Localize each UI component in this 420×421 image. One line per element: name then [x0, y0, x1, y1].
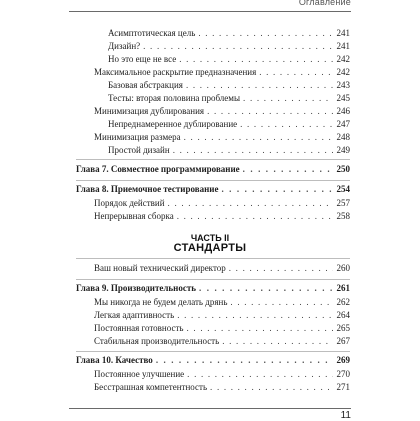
toc-entry [94, 381, 350, 394]
toc-chapter-entry [76, 183, 350, 196]
toc-leader [168, 197, 333, 210]
toc-page-number: 261 [336, 283, 350, 293]
toc-leader [243, 163, 333, 176]
section-divider [76, 180, 350, 181]
toc-entry [108, 27, 350, 40]
toc-entry-title: Непрерывная сборка [94, 211, 174, 221]
toc-leader [198, 27, 333, 40]
toc-leader [259, 66, 333, 79]
toc-leader [187, 322, 333, 335]
toc-leader [229, 262, 333, 275]
section-divider [76, 159, 350, 160]
toc-chapter-title: Глава 8. Приемочное тестирование [76, 184, 219, 194]
toc-leader [243, 92, 333, 105]
toc-page-number: 269 [336, 355, 350, 365]
toc-page-number: 270 [336, 369, 350, 379]
toc-entry [108, 53, 350, 66]
toc-page-number: 243 [336, 80, 350, 90]
toc-page-number: 247 [336, 119, 350, 129]
toc-leader [207, 105, 333, 118]
toc-page-number: 242 [336, 67, 350, 77]
toc-chapter-entry [76, 282, 350, 295]
toc-leader [177, 309, 333, 322]
toc-entry-title: Ваш новый технический директор [94, 263, 226, 273]
toc-page-number: 267 [336, 336, 350, 346]
toc-leader [173, 144, 333, 157]
toc-entry [94, 131, 350, 144]
toc-entry-title: Мы никогда не будем делать дрянь [94, 297, 228, 307]
toc-entry-title: Непреднамеренное дублирование [108, 119, 238, 129]
toc-page-number: 262 [336, 297, 350, 307]
toc-entry-title: Легкая адаптивность [94, 310, 175, 320]
toc-leader [186, 79, 333, 92]
toc-page-number: 241 [336, 41, 350, 51]
toc-page-number: 271 [336, 382, 350, 392]
toc-chapter-title: Глава 10. Качество [76, 355, 153, 365]
toc-page-number: 254 [336, 184, 350, 194]
toc-leader [179, 53, 333, 66]
toc-chapter-title: Глава 9. Производительность [76, 283, 197, 293]
toc-page-number: 242 [336, 54, 350, 64]
toc-entry [94, 197, 350, 210]
toc-leader [230, 296, 333, 309]
toc-entry [108, 40, 350, 53]
toc-page-number: 245 [336, 93, 350, 103]
toc-leader [184, 131, 333, 144]
toc-entry-title: Порядок действий [94, 198, 165, 208]
toc-entry-title: Базовая абстракция [108, 80, 183, 90]
toc-entry-title: Максимальное раскрытие предназначения [94, 67, 257, 77]
toc-entry-title: Постоянное улучшение [94, 369, 185, 379]
page-footer [69, 408, 351, 421]
toc-leader [221, 183, 333, 196]
toc-page-number: 249 [336, 145, 350, 155]
toc-leader [199, 282, 333, 295]
toc-entry [94, 296, 350, 309]
toc-entry [94, 309, 350, 322]
toc-chapter-title: Глава 7. Совместное программирование [76, 164, 240, 174]
toc-entry-title: Бесстрашная компетентность [94, 382, 208, 392]
toc-entry [94, 322, 350, 335]
toc-page-number: 250 [336, 164, 350, 174]
page-header [69, 0, 351, 12]
toc-page-number: 248 [336, 132, 350, 142]
toc-page-number: 241 [336, 28, 350, 38]
toc-entry [94, 335, 350, 348]
toc-entry-title: Но это еще не все [108, 54, 177, 64]
toc-entry [108, 92, 350, 105]
section-divider [76, 279, 350, 280]
toc-entry [94, 105, 350, 118]
section-divider [76, 351, 350, 352]
toc-page-number: 260 [336, 263, 350, 273]
page-number: 11 [340, 410, 351, 421]
toc-page-number: 258 [336, 211, 350, 221]
running-head: Оглавление [298, 0, 351, 7]
toc-entry [108, 118, 350, 131]
section-divider [76, 258, 350, 259]
toc-entry [94, 210, 350, 223]
toc-entry-title: Асимптотическая цель [108, 28, 196, 38]
toc-entry-title: Дизайн? [108, 41, 141, 51]
toc-leader [210, 381, 333, 394]
toc-page-number: 257 [336, 198, 350, 208]
toc-entry [94, 262, 350, 275]
toc-page-number: 265 [336, 323, 350, 333]
toc-leader [187, 368, 333, 381]
toc-entry-title: Стабильная производительность [94, 336, 220, 346]
toc-leader [177, 210, 333, 223]
toc-entry-title: Минимизация размера [94, 132, 181, 142]
toc-chapter-entry [76, 354, 350, 367]
part-label: ЧАСТЬ II [190, 233, 230, 243]
toc-leader [240, 118, 333, 131]
toc-leader [222, 335, 333, 348]
part-title: СТАНДАРТЫ [173, 242, 247, 254]
toc-leader [156, 354, 333, 367]
toc-chapter-entry [76, 163, 350, 176]
toc-entry-title: Постоянная готовность [94, 323, 184, 333]
toc-entry-title: Простой дизайн [108, 145, 170, 155]
toc-entry [108, 79, 350, 92]
toc-page-number: 246 [336, 106, 350, 116]
toc-entry-title: Тесты: вторая половина проблемы [108, 93, 241, 103]
toc-entry [94, 368, 350, 381]
toc-entry [108, 144, 350, 157]
toc-leader [143, 40, 333, 53]
toc-entry [94, 66, 350, 79]
toc-entry-title: Минимизация дублирования [94, 106, 205, 116]
toc-page-number: 264 [336, 310, 350, 320]
